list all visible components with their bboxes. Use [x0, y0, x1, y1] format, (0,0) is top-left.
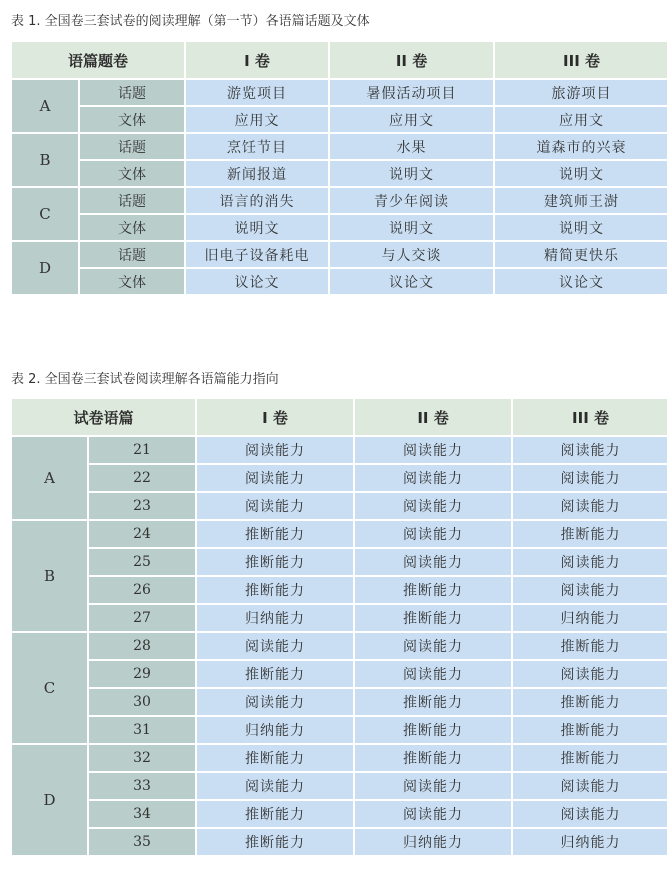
cell-paper-2: 暑假活动项目	[330, 80, 493, 105]
topic-genre-table	[10, 40, 667, 296]
cell-paper-3: 推断能力	[513, 745, 667, 771]
question-number: 22	[89, 465, 195, 491]
cell-paper-3: 归纳能力	[513, 829, 667, 855]
row-type-label: 文体	[80, 215, 184, 240]
cell-paper-1: 阅读能力	[197, 493, 353, 519]
cell-paper-3: 说明文	[495, 161, 667, 186]
cell-paper-3: 阅读能力	[513, 661, 667, 687]
cell-paper-3: 道森市的兴衰	[495, 134, 667, 159]
cell-paper-3: 推断能力	[513, 633, 667, 659]
cell-paper-2: 阅读能力	[355, 773, 511, 799]
cell-paper-1: 阅读能力	[197, 773, 353, 799]
question-number: 32	[89, 745, 195, 771]
row-type-label: 话题	[80, 242, 184, 267]
cell-paper-2: 阅读能力	[355, 549, 511, 575]
cell-paper-3: 精简更快乐	[495, 242, 667, 267]
cell-paper-3: 旅游项目	[495, 80, 667, 105]
cell-paper-3: 建筑师王澍	[495, 188, 667, 213]
passage-label: B	[12, 521, 87, 631]
cell-paper-1: 阅读能力	[197, 437, 353, 463]
cell-paper-2: 推断能力	[355, 577, 511, 603]
cell-paper-3: 推断能力	[513, 521, 667, 547]
cell-paper-2: 推断能力	[355, 689, 511, 715]
passage-label: D	[12, 745, 87, 855]
cell-paper-1: 语言的消失	[186, 188, 328, 213]
question-number: 25	[89, 549, 195, 575]
cell-paper-2: 阅读能力	[355, 437, 511, 463]
cell-paper-2: 阅读能力	[355, 493, 511, 519]
question-number: 21	[89, 437, 195, 463]
cell-paper-3: 推断能力	[513, 717, 667, 743]
table-row	[12, 829, 667, 855]
row-type-label: 话题	[80, 134, 184, 159]
cell-paper-1: 推断能力	[197, 521, 353, 547]
cell-paper-1: 推断能力	[197, 661, 353, 687]
passage-label: C	[12, 188, 78, 240]
table-row	[12, 661, 667, 687]
cell-paper-1: 说明文	[186, 215, 328, 240]
cell-paper-2: 阅读能力	[355, 801, 511, 827]
cell-paper-1: 推断能力	[197, 577, 353, 603]
cell-paper-2: 水果	[330, 134, 493, 159]
row-type-label: 文体	[80, 269, 184, 294]
cell-paper-3: 阅读能力	[513, 773, 667, 799]
header-row	[12, 42, 667, 78]
cell-paper-1: 推断能力	[197, 829, 353, 855]
question-number: 26	[89, 577, 195, 603]
cell-paper-1: 推断能力	[197, 549, 353, 575]
table-row	[12, 549, 667, 575]
question-number: 34	[89, 801, 195, 827]
cell-paper-3: 议论文	[495, 269, 667, 294]
cell-paper-2: 说明文	[330, 161, 493, 186]
table-row	[12, 188, 667, 213]
table-row	[12, 80, 667, 105]
table-row	[12, 801, 667, 827]
cell-paper-2: 推断能力	[355, 605, 511, 631]
row-type-label: 话题	[80, 80, 184, 105]
cell-paper-1: 游览项目	[186, 80, 328, 105]
cell-paper-1: 新闻报道	[186, 161, 328, 186]
table-row	[12, 633, 667, 659]
header-paper-3: III 卷	[513, 399, 667, 435]
table-row	[12, 161, 667, 186]
cell-paper-3: 阅读能力	[513, 437, 667, 463]
cell-paper-2: 推断能力	[355, 745, 511, 771]
table-row	[12, 215, 667, 240]
cell-paper-2: 阅读能力	[355, 633, 511, 659]
cell-paper-1: 归纳能力	[197, 717, 353, 743]
header-paper-3: III 卷	[495, 42, 667, 78]
table-row	[12, 605, 667, 631]
table-row	[12, 107, 667, 132]
question-number: 27	[89, 605, 195, 631]
header-paper-2: II 卷	[330, 42, 493, 78]
cell-paper-1: 阅读能力	[197, 633, 353, 659]
cell-paper-2: 阅读能力	[355, 465, 511, 491]
table-row	[12, 269, 667, 294]
cell-paper-1: 烹饪节目	[186, 134, 328, 159]
passage-label: A	[12, 437, 87, 519]
cell-paper-1: 应用文	[186, 107, 328, 132]
header-paper-2: II 卷	[355, 399, 511, 435]
cell-paper-1: 阅读能力	[197, 689, 353, 715]
cell-paper-2: 说明文	[330, 215, 493, 240]
passage-label: A	[12, 80, 78, 132]
row-type-label: 文体	[80, 107, 184, 132]
table2-caption: 表 2. 全国卷三套试卷阅读理解各语篇能力指向	[11, 372, 279, 387]
table-row	[12, 773, 667, 799]
cell-paper-2: 与人交谈	[330, 242, 493, 267]
cell-paper-1: 阅读能力	[197, 465, 353, 491]
question-number: 28	[89, 633, 195, 659]
question-number: 35	[89, 829, 195, 855]
table-row	[12, 521, 667, 547]
passage-label: C	[12, 633, 87, 743]
header-paper-1: I 卷	[186, 42, 328, 78]
passage-label: B	[12, 134, 78, 186]
table-row	[12, 745, 667, 771]
question-number: 31	[89, 717, 195, 743]
ability-table	[10, 397, 667, 857]
cell-paper-3: 说明文	[495, 215, 667, 240]
cell-paper-2: 议论文	[330, 269, 493, 294]
cell-paper-1: 议论文	[186, 269, 328, 294]
question-number: 23	[89, 493, 195, 519]
cell-paper-3: 阅读能力	[513, 493, 667, 519]
header-corner: 试卷语篇	[12, 399, 195, 435]
table1-caption: 表 1. 全国卷三套试卷的阅读理解（第一节）各语篇话题及文体	[11, 14, 370, 29]
cell-paper-3: 阅读能力	[513, 465, 667, 491]
cell-paper-2: 推断能力	[355, 717, 511, 743]
question-number: 33	[89, 773, 195, 799]
table-row	[12, 689, 667, 715]
question-number: 24	[89, 521, 195, 547]
cell-paper-1: 推断能力	[197, 745, 353, 771]
cell-paper-3: 推断能力	[513, 689, 667, 715]
table-row	[12, 493, 667, 519]
cell-paper-1: 推断能力	[197, 801, 353, 827]
cell-paper-2: 应用文	[330, 107, 493, 132]
table-row	[12, 465, 667, 491]
table-row	[12, 437, 667, 463]
cell-paper-2: 阅读能力	[355, 661, 511, 687]
cell-paper-3: 阅读能力	[513, 801, 667, 827]
cell-paper-3: 应用文	[495, 107, 667, 132]
table-row	[12, 577, 667, 603]
table-row	[12, 717, 667, 743]
cell-paper-2: 青少年阅读	[330, 188, 493, 213]
cell-paper-1: 归纳能力	[197, 605, 353, 631]
table-row	[12, 134, 667, 159]
cell-paper-3: 阅读能力	[513, 549, 667, 575]
table-row	[12, 242, 667, 267]
cell-paper-3: 阅读能力	[513, 577, 667, 603]
cell-paper-1: 旧电子设备耗电	[186, 242, 328, 267]
passage-label: D	[12, 242, 78, 294]
cell-paper-2: 阅读能力	[355, 521, 511, 547]
row-type-label: 话题	[80, 188, 184, 213]
cell-paper-3: 归纳能力	[513, 605, 667, 631]
cell-paper-2: 归纳能力	[355, 829, 511, 855]
header-paper-1: I 卷	[197, 399, 353, 435]
header-row	[12, 399, 667, 435]
question-number: 30	[89, 689, 195, 715]
question-number: 29	[89, 661, 195, 687]
header-corner: 语篇题卷	[12, 42, 184, 78]
row-type-label: 文体	[80, 161, 184, 186]
